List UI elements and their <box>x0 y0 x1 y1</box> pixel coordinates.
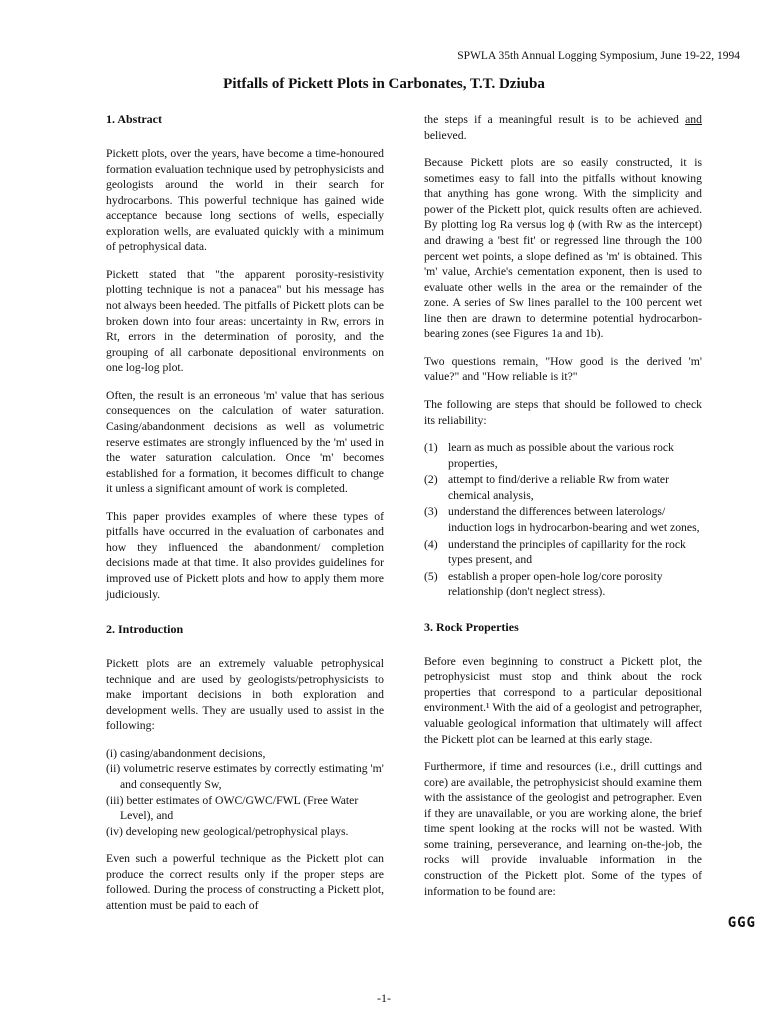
introduction-heading: 2. Introduction <box>106 622 184 637</box>
step-number: (4) <box>424 537 438 551</box>
left-column <box>106 112 384 926</box>
continued-text: the steps if a meaningful result is to be achieved <box>424 113 679 126</box>
paper-title: Pitfalls of Pickett Plots in Carbonates, T.T. Dziuba <box>223 76 545 92</box>
running-header: SPWLA 35th Annual Logging Symposium, June 19-22, 1994 <box>457 50 740 62</box>
step-number: (5) <box>424 569 438 583</box>
introduction-paragraph-1: Pickett plots are an extremely valuable petrophysical technique and are used by geologists/petrophysicists to make important decisions in both exploration and development wells. They are usually used to assist in the following: <box>106 657 384 733</box>
steps-list-item <box>424 440 702 471</box>
rock-properties-paragraph-1: Before even beginning to construct a Pickett plot, the petrophysicist must stop and think about the rock properties that correspond to a particular depositional environment.¹ With the aid of a geologist and petrographer, valuable geological information that ultimately will affect the Pickett plot can be learned at this early stage. <box>424 654 702 746</box>
abstract-paragraph-2: Pickett stated that "the apparent porosity-resistivity plotting technique is not a panacea" but his message has not always been heeded. The pitfalls of Pickett plots can be broken down into four areas: uncertainty in Rw, errors in Rt, errors in the determination of porosity, and the grouping of all carbonate depositional environments on one log-log plot. <box>106 267 384 375</box>
steps-list-item <box>424 504 702 535</box>
questions-paragraph: Two questions remain, "How good is the derived 'm' value?" and "How reliable is it?" <box>424 354 702 384</box>
step-text: understand the differences between laterologs/ induction logs in hydrocarbon-bearing and wet zones, <box>448 505 700 534</box>
ggg-logo: GGG <box>727 915 756 931</box>
steps-list-item <box>424 569 702 600</box>
step-text: understand the principles of capillarity for the rock types present, and <box>448 537 686 567</box>
step-text: attempt to find/derive a reliable Rw from water chemical analysis, <box>448 473 670 502</box>
step-number: (2) <box>424 473 438 487</box>
continued-end: believed. <box>424 128 467 142</box>
abstract-paragraph-4: This paper provides examples of where these types of pitfalls have occurred in the evaluation of carbonates and how they influenced the abandonment/ completion decisions made at that time. It also provides guidelines for improved use of Pickett plots and how to apply them more judiciously. <box>106 509 384 601</box>
rock-properties-heading: 3. Rock Properties <box>424 619 519 634</box>
page-number: -1- <box>377 991 391 1005</box>
uses-list <box>106 746 384 839</box>
steps-list-item <box>424 537 702 568</box>
step-text: establish a proper open-hole log/core porosity relationship (don't neglect stress). <box>448 569 663 599</box>
continued-paragraph <box>424 112 702 143</box>
rock-properties-paragraph-2: Furthermore, if time and resources (i.e., drill cuttings and core) are available, the petrophysicist should examine them with the assistance of the geologist and petrographer. Even if they are unavailable, or you are working alone, the brief time spent looking at the rocks will not be wasted. With some training, perseverance, and learning on-the-job, the rocks will provide invaluable information in the construction of the Pickett plot. Some of the types of information to be found are: <box>424 760 702 898</box>
uses-list-item: (iii) better estimates of OWC/GWC/FWL (Free Water Level), and <box>106 793 359 823</box>
introduction-paragraph-2: Even such a powerful technique as the Pickett plot can produce the correct results only if the proper steps are followed. During the process of constructing a Pickett plot, attention must be paid to each of <box>106 852 384 912</box>
right-column <box>424 112 702 911</box>
steps-list-item <box>424 472 702 503</box>
step-number: (1) <box>424 441 438 455</box>
steps-list <box>424 440 702 600</box>
steps-intro-paragraph: The following are steps that should be followed to check its reliability: <box>424 398 702 427</box>
uses-list-item: (iv) developing new geological/petrophysical plays. <box>106 824 349 838</box>
step-number: (3) <box>424 505 438 519</box>
abstract-paragraph-1: Pickett plots, over the years, have become a time-honoured formation evaluation technique used by petrophysicists and geologists around the world in their search for hydrocarbons. This powerful technique has gained wide acceptance because long sections of wells, especially exploration wells, are evaluated quickly with a minimum of petrophysical data. <box>106 146 384 254</box>
pickett-plot-paragraph: Because Pickett plots are so easily constructed, it is sometimes easy to fall into the pitfalls without knowing that anything has gone wrong. With the simplicity and power of the Pickett plot, quick results often are achieved. By plotting log Ra versus log ϕ (with Rw as the intercept) and drawing a 'best fit' or regressed line through the 100 percent wet points, a slope defined as 'm' is obtained. This 'm' value, Archie's cementation exponent, then is used to evaluate other wells in the area or the remainder of the zone. A series of Sw lines parallel to the 100 percent wet line then are drawn to determine potential hydrocarbon-bearing zones (see Figures 1a and 1b). <box>424 156 702 341</box>
underlined-and: and <box>685 113 702 126</box>
abstract-paragraph-3: Often, the result is an erroneous 'm' value that has serious consequences on the calculation of water saturation. Casing/abandonment decisions as well as volumetric reserve estimates are strongly influenced by the 'm' used in the water saturation calculation. Once 'm' becomes established for a formation, it becomes difficult to change it unless a significant amount of work is completed. <box>106 388 384 496</box>
abstract-heading: 1. Abstract <box>106 112 162 126</box>
uses-list-item: (i) casing/abandonment decisions, <box>106 746 266 760</box>
step-text: learn as much as possible about the various rock properties, <box>448 441 674 470</box>
uses-list-item: (ii) volumetric reserve estimates by correctly estimating 'm' and consequently Sw, <box>106 762 384 792</box>
